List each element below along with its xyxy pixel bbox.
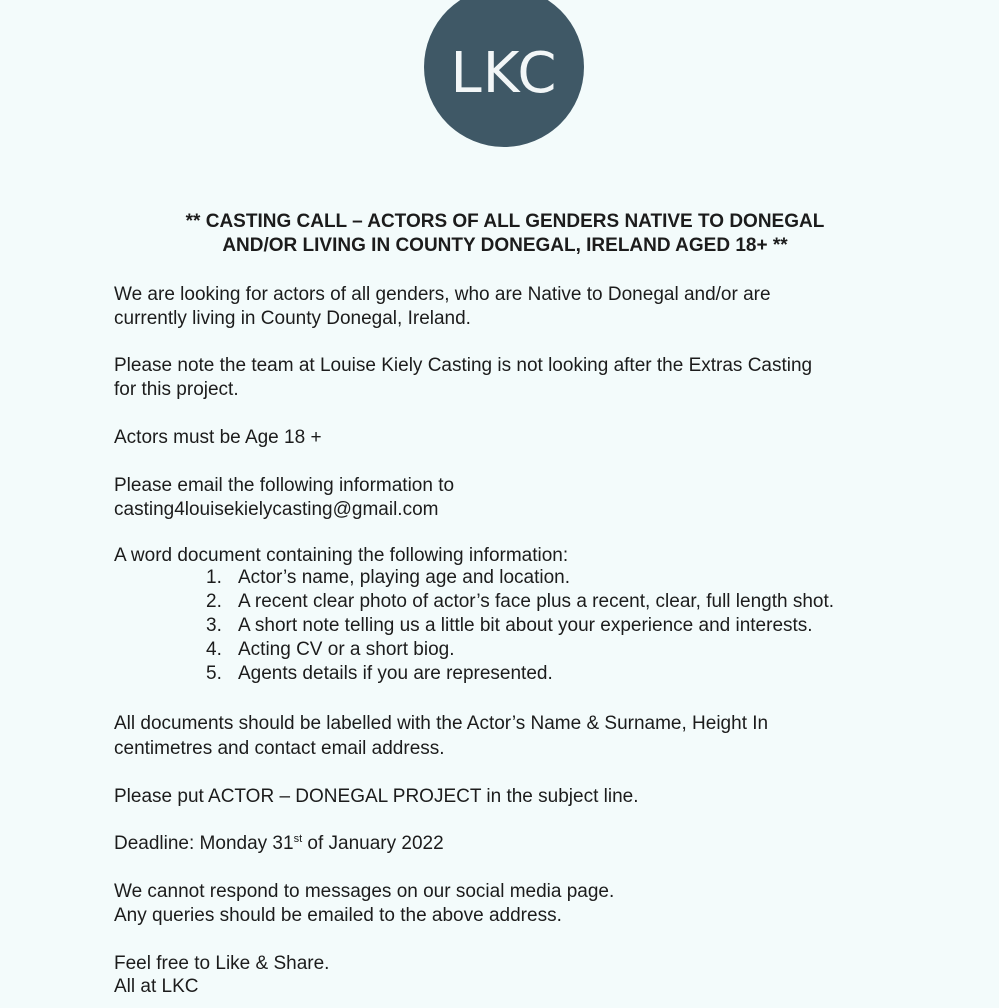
list-text: A short note telling us a little bit about your experience and interests. (238, 615, 813, 636)
intro-line-2: currently living in County Donegal, Ireland. (114, 308, 471, 329)
deadline-suffix: of January 2022 (302, 833, 444, 854)
deadline (114, 832, 444, 856)
logo-text: LKC (450, 40, 558, 106)
labelling-line-1: All documents should be labelled with the Actor’s Name & Surname, Height In (114, 713, 769, 734)
list-item (206, 566, 834, 590)
deadline-ordinal: st (293, 833, 303, 845)
list-number: 1. (206, 567, 222, 588)
age-requirement: Actors must be Age 18 + (114, 427, 322, 448)
list-item (206, 662, 834, 686)
list-number: 5. (206, 663, 222, 684)
list-number: 3. (206, 615, 222, 636)
list-text: Agents details if you are represented. (238, 663, 553, 684)
social-line-2: Any queries should be emailed to the above address. (114, 905, 562, 926)
labelling-line-2: centimetres and contact email address. (114, 738, 445, 759)
list-item (206, 614, 834, 638)
lkc-logo (424, 0, 584, 147)
note-line-2: for this project. (114, 379, 239, 400)
list-item (206, 638, 834, 662)
intro-line-1: We are looking for actors of all genders, who are Native to Donegal and/or are (114, 284, 771, 305)
casting-call-headline (100, 210, 910, 258)
list-item (206, 590, 834, 614)
email-instruction: Please email the following information to (114, 475, 455, 496)
requirements-list (206, 566, 834, 686)
signoff-line-1: Feel free to Like & Share. (114, 953, 330, 974)
list-text: Acting CV or a short biog. (238, 639, 455, 660)
deadline-prefix: Deadline: Monday 31 (114, 833, 294, 854)
list-text: A recent clear photo of actor’s face plus a recent, clear, full length shot. (238, 591, 835, 612)
subject-line-instruction: Please put ACTOR – DONEGAL PROJECT in the subject line. (114, 786, 639, 807)
social-line-1: We cannot respond to messages on our social media page. (114, 881, 615, 902)
word-doc-intro: A word document containing the following information: (114, 545, 569, 566)
headline-line-2: AND/OR LIVING IN COUNTY DONEGAL, IRELAND AGED 18+ ** (222, 235, 788, 256)
list-number: 2. (206, 591, 222, 612)
signoff-line-2: All at LKC (114, 976, 199, 997)
list-number: 4. (206, 639, 222, 660)
list-text: Actor’s name, playing age and location. (238, 567, 571, 588)
note-line-1: Please note the team at Louise Kiely Casting is not looking after the Extras Casting (114, 355, 813, 376)
email-address: casting4louisekielycasting@gmail.com (114, 499, 439, 520)
headline-line-1: ** CASTING CALL – ACTORS OF ALL GENDERS NATIVE TO DONEGAL (185, 211, 825, 232)
